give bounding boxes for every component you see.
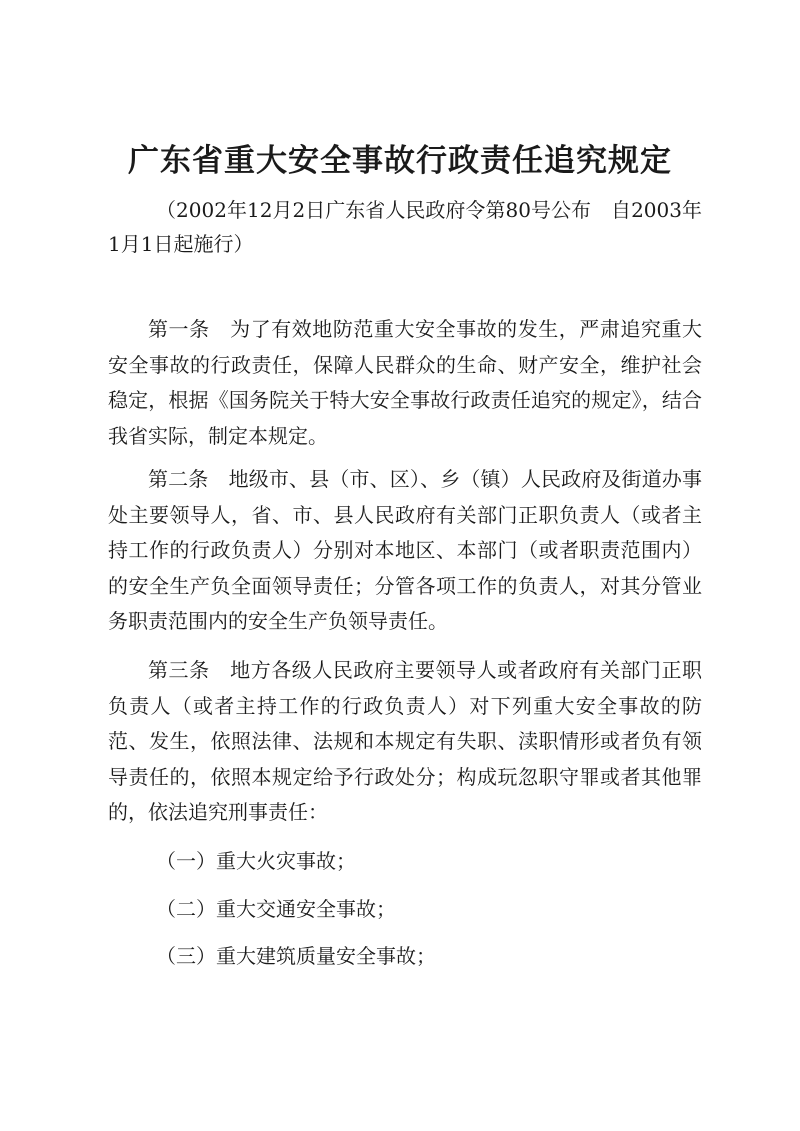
article-3: 第三条 地方各级人民政府主要领导人或者政府有关部门正职负责人（或者主持工作的行政负责人）对下列重大安全事故的防范、发生，依照法律、法规和本规定有失职、渎职情形或者负有领导责任的，依照本规定给予行政处分；构成玩忽职守罪或者其他罪的，依法追究刑事责任： — [108, 658, 702, 824]
list-item: （二）重大交通安全事故； — [156, 897, 396, 921]
article-2: 第二条 地级市、县（市、区）、乡（镇）人民政府及街道办事处主要领导人，省、市、县人民政府有关部门正职负责人（或者主持工作的行政负责人）分别对本地区、本部门（或者职责范围内）的安全生产负全面领导责任；分管各项工作的负责人，对其分管业务职责范围内的安全生产负领导责任。 — [108, 467, 702, 633]
article-1: 第一条 为了有效地防范重大安全事故的发生，严肃追究重大安全事故的行政责任，保障人民群众的生命、财产安全，维护社会稳定，根据《国务院关于特大安全事故行政责任追究的规定》，结合我省实际，制定本规定。 — [108, 317, 702, 448]
document-subtitle: （2002年12月2日广东省人民政府令第80号公布 自2003年1月1日起施行） — [108, 198, 702, 256]
list-item: （三）重大建筑质量安全事故； — [156, 944, 436, 968]
list-item: （一）重大火灾事故； — [156, 849, 356, 873]
document-title: 广东省重大安全事故行政责任追究规定 — [128, 143, 672, 179]
